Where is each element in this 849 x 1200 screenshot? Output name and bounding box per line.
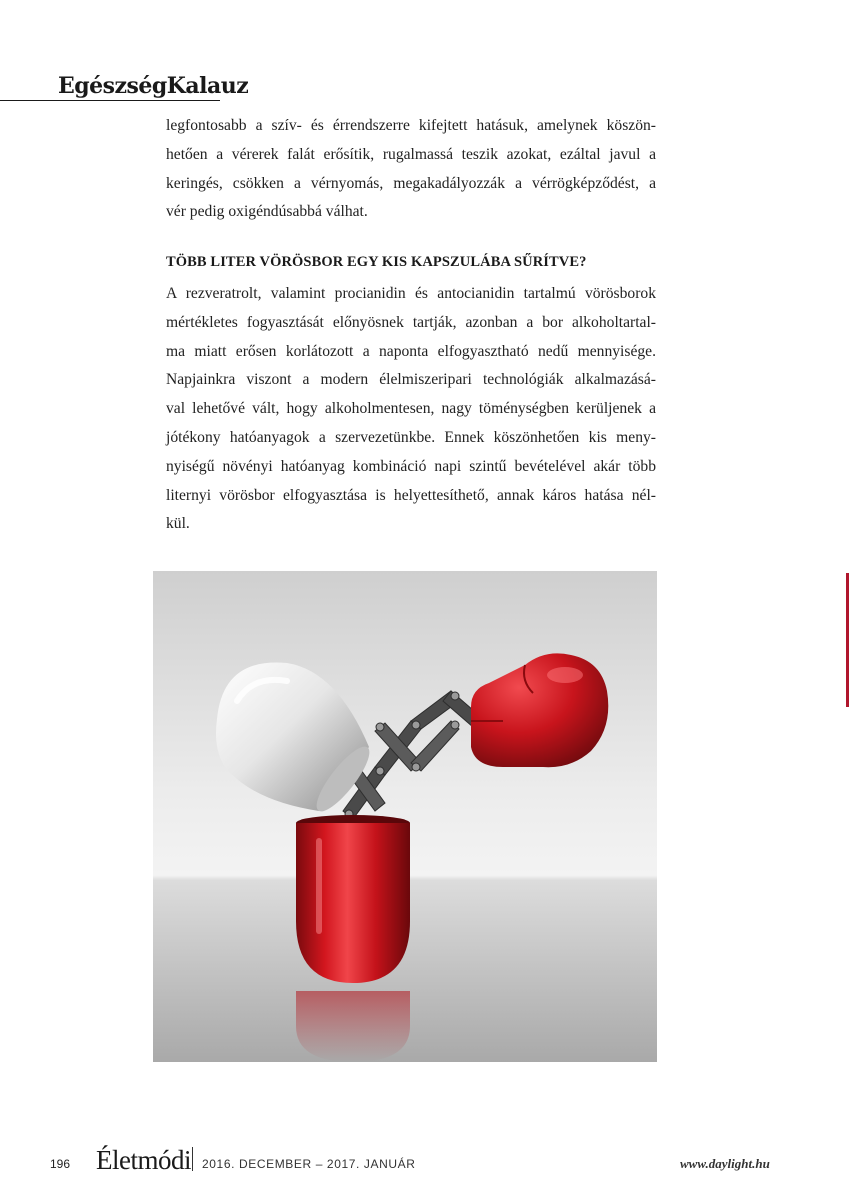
text-line: val lehetővé vált, hogy alkoholmentesen, nagy töménységben kerüljenek a [166,400,656,418]
subheading: TÖBB LITER VÖRÖSBOR EGY KIS KAPSZULÁBA SŰRÍTVE? [166,254,587,270]
text-line: mértékletes fogyasztását előnyösnek tartják, azonban a bor alkoholtartal- [166,313,656,331]
red-capsule-half [296,815,410,983]
background [153,571,657,1062]
illustration-svg [153,571,657,1062]
text-line: kül. [166,515,190,533]
text-line: nyiségű növényi hatóanyag kombináció napi szintű bevételével akár több [166,457,656,475]
footer-divider [192,1147,193,1171]
text-line: Napjainkra viszont a modern élelmiszeripari technológiák alkalmazásá- [166,371,656,389]
capsule-reflection [296,991,410,1062]
text-line: legfontosabb a szív- és érrendszerre kifejtett hatásuk, amelynek köszön- [166,117,656,134]
text-line: hetően a vérerek falát erősítik, rugalmassá teszik azokat, ezáltal javul a [166,145,656,163]
capsule-boxing-glove-illustration [153,571,657,1062]
text-line: liternyi vörösbor elfogyasztása is helyettesíthető, annak káros hatása nél- [166,486,656,504]
header-rule [0,100,220,101]
text-line: keringés, csökken a vérnyomás, megakadályozzák a vérrögképződést, a [166,174,656,192]
text-line: ma miatt erősen korlátozott a naponta elfogyasztható nedű mennyisége. [166,342,656,360]
text-line: jótékony hatóanyagok a szervezetünkbe. Ennek köszönhetően kis meny- [166,428,656,446]
website-link[interactable]: www.daylight.hu [680,1156,770,1171]
section-title: EgészségKalauz [58,73,249,99]
text-line: vér pedig oxigéndúsabbá válhat. [166,203,368,221]
paragraph-1 [166,112,656,227]
paragraph-2 [166,280,656,539]
page-number: 196 [50,1157,71,1171]
issue-date: 2016. DECEMBER – 2017. JANUÁR [202,1157,416,1171]
magazine-brand: Életmódi [96,1145,191,1175]
text-line: A rezveratrolt, valamint procianidin és antocianidin tartalmú vörösborok [166,285,656,302]
